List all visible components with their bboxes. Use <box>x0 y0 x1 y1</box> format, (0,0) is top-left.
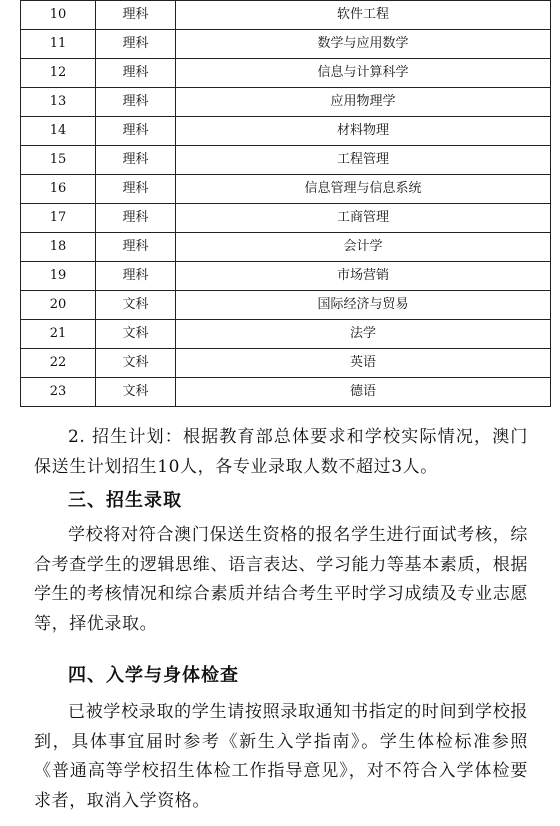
major-name-cell: 市场营销 <box>176 262 551 291</box>
major-name-cell: 数学与应用数学 <box>176 30 551 59</box>
major-name-cell: 工商管理 <box>176 204 551 233</box>
row-number-cell: 23 <box>21 378 96 407</box>
major-name-cell: 英语 <box>176 349 551 378</box>
table-row <box>21 204 551 233</box>
majors-table-body <box>21 1 551 407</box>
table-row <box>21 320 551 349</box>
majors-table <box>20 0 551 407</box>
table-row <box>21 59 551 88</box>
major-name-cell: 德语 <box>176 378 551 407</box>
category-cell: 理科 <box>96 1 176 30</box>
category-cell: 文科 <box>96 291 176 320</box>
major-name-cell: 材料物理 <box>176 117 551 146</box>
row-number-cell: 21 <box>21 320 96 349</box>
row-number-cell: 22 <box>21 349 96 378</box>
row-number-cell: 16 <box>21 175 96 204</box>
table-row <box>21 378 551 407</box>
category-cell: 理科 <box>96 204 176 233</box>
section-4-heading: 四、入学与身体检查 <box>68 665 239 686</box>
category-cell: 理科 <box>96 117 176 146</box>
category-cell: 理科 <box>96 88 176 117</box>
table-row <box>21 262 551 291</box>
table-row <box>21 1 551 30</box>
category-cell: 文科 <box>96 349 176 378</box>
category-cell: 理科 <box>96 30 176 59</box>
category-cell: 理科 <box>96 59 176 88</box>
table-row <box>21 233 551 262</box>
category-cell: 理科 <box>96 233 176 262</box>
row-number-cell: 12 <box>21 59 96 88</box>
table-row <box>21 88 551 117</box>
major-name-cell: 工程管理 <box>176 146 551 175</box>
row-number-cell: 11 <box>21 30 96 59</box>
row-number-cell: 19 <box>21 262 96 291</box>
row-number-cell: 17 <box>21 204 96 233</box>
major-name-cell: 会计学 <box>176 233 551 262</box>
major-name-cell: 信息与计算科学 <box>176 59 551 88</box>
row-number-cell: 20 <box>21 291 96 320</box>
section-4-paragraph: 已被学校录取的学生请按照录取通知书指定的时间到学校报到，具体事宜届时参考《新生入学指南》。学生体检标准参照《普通高等学校招生体检工作指导意见》，对不符合入学体检要求者，取消入学资格。 <box>34 702 528 811</box>
major-name-cell: 法学 <box>176 320 551 349</box>
category-cell: 文科 <box>96 378 176 407</box>
major-name-cell: 应用物理学 <box>176 88 551 117</box>
table-row <box>21 349 551 378</box>
category-cell: 理科 <box>96 146 176 175</box>
row-number-cell: 13 <box>21 88 96 117</box>
table-row <box>21 117 551 146</box>
major-name-cell: 软件工程 <box>176 1 551 30</box>
section-3-heading: 三、招生录取 <box>68 490 182 511</box>
row-number-cell: 15 <box>21 146 96 175</box>
major-name-cell: 国际经济与贸易 <box>176 291 551 320</box>
section-3-paragraph: 学校将对符合澳门保送生资格的报名学生进行面试考核，综合考查学生的逻辑思维、语言表达、学习能力等基本素质，根据学生的考核情况和综合素质并结合考生平时学习成绩及专业志愿等，择优录取。 <box>34 525 528 634</box>
table-row <box>21 30 551 59</box>
row-number-cell: 18 <box>21 233 96 262</box>
enrollment-plan-paragraph: 2. 招生计划：根据教育部总体要求和学校实际情况，澳门保送生计划招生10人，各专业录取人数不超过3人。 <box>34 427 528 477</box>
table-row <box>21 175 551 204</box>
category-cell: 文科 <box>96 320 176 349</box>
row-number-cell: 10 <box>21 1 96 30</box>
category-cell: 理科 <box>96 262 176 291</box>
category-cell: 理科 <box>96 175 176 204</box>
row-number-cell: 14 <box>21 117 96 146</box>
table-row <box>21 146 551 175</box>
major-name-cell: 信息管理与信息系统 <box>176 175 551 204</box>
table-row <box>21 291 551 320</box>
